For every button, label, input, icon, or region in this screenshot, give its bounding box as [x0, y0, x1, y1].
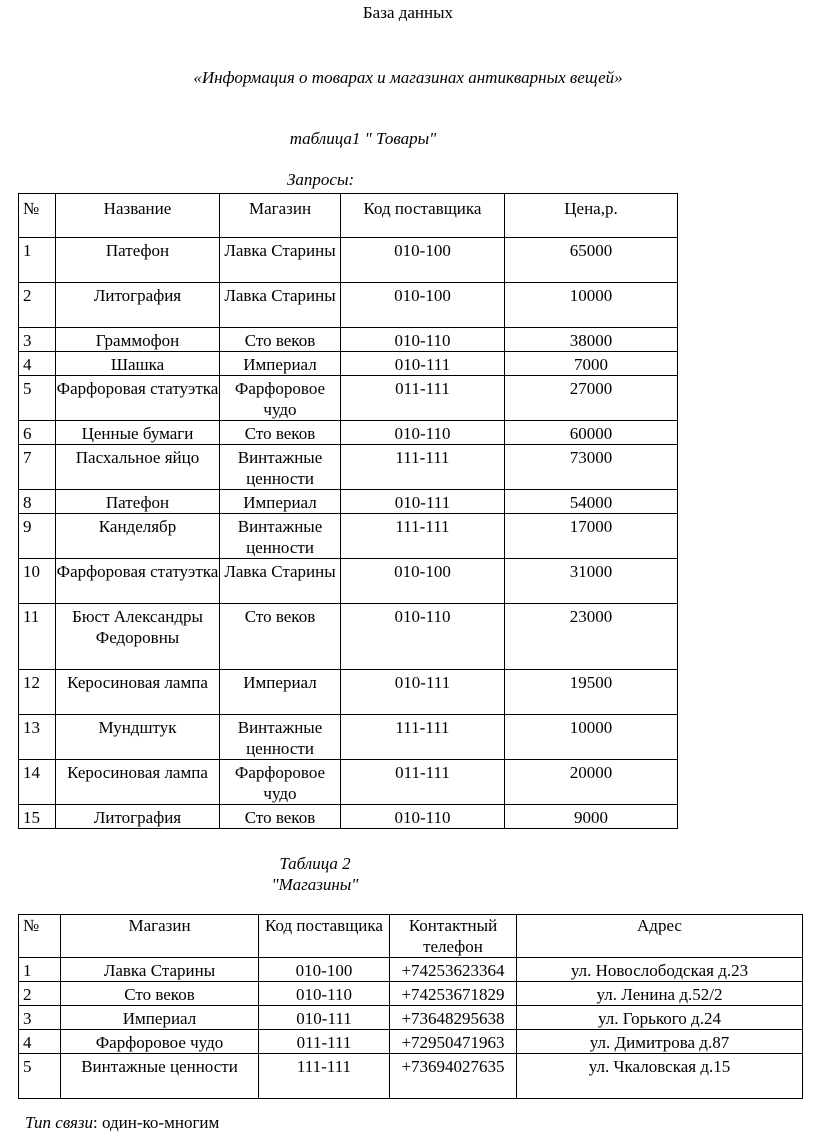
table2-caption	[0, 853, 630, 895]
table-cell: 111-111	[341, 715, 505, 760]
table-row	[19, 670, 678, 715]
table-cell: Сто веков	[220, 805, 341, 829]
table-row	[19, 805, 678, 829]
relation-type-label: Тип связи	[25, 1113, 94, 1132]
goods-header-cell: №	[19, 194, 56, 238]
table-row	[19, 1054, 803, 1099]
table-row	[19, 559, 678, 604]
table-cell: 31000	[505, 559, 678, 604]
table-cell: Винтажные ценности	[220, 445, 341, 490]
table-cell: ул. Новослободская д.23	[517, 958, 803, 982]
table-cell: 011-111	[341, 760, 505, 805]
table-row	[19, 328, 678, 352]
table-cell: 010-100	[259, 958, 390, 982]
table-cell: 65000	[505, 238, 678, 283]
table-cell: Керосиновая лампа	[56, 760, 220, 805]
table-row	[19, 514, 678, 559]
table-row	[19, 283, 678, 328]
table-cell: Фарфоровое чудо	[61, 1030, 259, 1054]
table-row	[19, 238, 678, 283]
table-cell: 15	[19, 805, 56, 829]
relation-type	[25, 1113, 219, 1133]
table-cell: Сто веков	[220, 604, 341, 670]
table-cell: +73694027635	[390, 1054, 517, 1099]
table-cell: 10000	[505, 715, 678, 760]
table-cell: Канделябр	[56, 514, 220, 559]
table-cell: 6	[19, 421, 56, 445]
table-cell: 010-110	[341, 328, 505, 352]
table-cell: Фарфоровое чудо	[220, 376, 341, 421]
table-cell: 010-100	[341, 283, 505, 328]
shops-header-cell: Контактный телефон	[390, 915, 517, 958]
table-cell: Империал	[220, 490, 341, 514]
table-cell: ул. Чкаловская д.15	[517, 1054, 803, 1099]
table-cell: 10000	[505, 283, 678, 328]
table-cell: 010-111	[259, 1006, 390, 1030]
table-cell: Винтажные ценности	[61, 1054, 259, 1099]
table-cell: 3	[19, 328, 56, 352]
goods-header-cell: Цена,р.	[505, 194, 678, 238]
table-cell: 19500	[505, 670, 678, 715]
shops-header-cell: Код поставщика	[259, 915, 390, 958]
shops-table	[18, 914, 803, 1099]
table-cell: +74253671829	[390, 982, 517, 1006]
goods-header-cell: Магазин	[220, 194, 341, 238]
table-cell: 1	[19, 238, 56, 283]
goods-header-row	[19, 194, 678, 238]
table-cell: 11	[19, 604, 56, 670]
shops-header-cell: Адрес	[517, 915, 803, 958]
table-cell: 2	[19, 982, 61, 1006]
document-title: База данных	[362, 3, 454, 22]
table-cell: ул. Димитрова д.87	[517, 1030, 803, 1054]
table-row	[19, 445, 678, 490]
table-cell: Империал	[61, 1006, 259, 1030]
table-cell: Шашка	[56, 352, 220, 376]
table-cell: 010-110	[259, 982, 390, 1006]
queries-label: Запросы:	[287, 170, 355, 189]
table-cell: 111-111	[341, 445, 505, 490]
table-cell: Сто веков	[220, 328, 341, 352]
table-cell: Сто веков	[61, 982, 259, 1006]
goods-header-cell: Код поставщика	[341, 194, 505, 238]
table-cell: 010-110	[341, 805, 505, 829]
table-cell: 9	[19, 514, 56, 559]
table-cell: Фарфоровая статуэтка	[56, 376, 220, 421]
table-cell: Лавка Старины	[220, 559, 341, 604]
table-cell: 010-110	[341, 421, 505, 445]
table-cell: Пасхальное яйцо	[56, 445, 220, 490]
table-cell: 2	[19, 283, 56, 328]
table-cell: 23000	[505, 604, 678, 670]
table-cell: 5	[19, 376, 56, 421]
table1-caption: таблица1 " Товары"	[289, 129, 437, 148]
table-cell: 3	[19, 1006, 61, 1030]
table-cell: 4	[19, 352, 56, 376]
table2-caption-line2: "Магазины"	[271, 875, 359, 894]
table2-caption-line1: Таблица 2	[279, 854, 351, 873]
table-cell: 17000	[505, 514, 678, 559]
table-cell: 010-111	[341, 670, 505, 715]
table-cell: Сто веков	[220, 421, 341, 445]
table-cell: 13	[19, 715, 56, 760]
table-cell: Патефон	[56, 490, 220, 514]
table-cell: Лавка Старины	[220, 283, 341, 328]
table-cell: 111-111	[341, 514, 505, 559]
table-cell: +74253623364	[390, 958, 517, 982]
table-cell: 12	[19, 670, 56, 715]
table-cell: Бюст Александры Федоровны	[56, 604, 220, 670]
table-cell: Патефон	[56, 238, 220, 283]
shops-header-cell: Магазин	[61, 915, 259, 958]
table-row	[19, 604, 678, 670]
table-cell: 1	[19, 958, 61, 982]
table-cell: 9000	[505, 805, 678, 829]
table-cell: Граммофон	[56, 328, 220, 352]
shops-header-row	[19, 915, 803, 958]
table-cell: 14	[19, 760, 56, 805]
table-cell: Империал	[220, 352, 341, 376]
table-cell: 10	[19, 559, 56, 604]
table-row	[19, 760, 678, 805]
document-subtitle: «Информация о товарах и магазинах антикварных вещей»	[193, 68, 623, 87]
table-cell: 5	[19, 1054, 61, 1099]
table-row	[19, 982, 803, 1006]
relation-type-value: : один-ко-многим	[93, 1113, 220, 1132]
table-cell: Мундштук	[56, 715, 220, 760]
goods-header-cell: Название	[56, 194, 220, 238]
table-cell: 011-111	[259, 1030, 390, 1054]
table-cell: Керосиновая лампа	[56, 670, 220, 715]
table-cell: 8	[19, 490, 56, 514]
table-cell: 7000	[505, 352, 678, 376]
table-row	[19, 1030, 803, 1054]
table-cell: 111-111	[259, 1054, 390, 1099]
table-cell: 010-110	[341, 604, 505, 670]
table-cell: Империал	[220, 670, 341, 715]
table-cell: 20000	[505, 760, 678, 805]
table-cell: +73648295638	[390, 1006, 517, 1030]
table-cell: 60000	[505, 421, 678, 445]
table-cell: Литография	[56, 805, 220, 829]
table-cell: Литография	[56, 283, 220, 328]
table-cell: 7	[19, 445, 56, 490]
shops-header-cell: №	[19, 915, 61, 958]
table-cell: 27000	[505, 376, 678, 421]
table-cell: 54000	[505, 490, 678, 514]
table-cell: Лавка Старины	[220, 238, 341, 283]
table-cell: 4	[19, 1030, 61, 1054]
table-cell: Ценные бумаги	[56, 421, 220, 445]
table-cell: ул. Ленина д.52/2	[517, 982, 803, 1006]
table-cell: Винтажные ценности	[220, 715, 341, 760]
table-cell: Фарфоровое чудо	[220, 760, 341, 805]
table-row	[19, 715, 678, 760]
table-row	[19, 490, 678, 514]
table-cell: 010-100	[341, 559, 505, 604]
table-cell: Фарфоровая статуэтка	[56, 559, 220, 604]
table-cell: 010-100	[341, 238, 505, 283]
table-cell: 010-111	[341, 352, 505, 376]
table-cell: +72950471963	[390, 1030, 517, 1054]
table-cell: 010-111	[341, 490, 505, 514]
table-row	[19, 1006, 803, 1030]
table-cell: Лавка Старины	[61, 958, 259, 982]
table-row	[19, 421, 678, 445]
table-cell: Винтажные ценности	[220, 514, 341, 559]
table-cell: 38000	[505, 328, 678, 352]
table-row	[19, 958, 803, 982]
table-cell: ул. Горького д.24	[517, 1006, 803, 1030]
table-cell: 011-111	[341, 376, 505, 421]
goods-table	[18, 193, 678, 829]
table-row	[19, 376, 678, 421]
table-row	[19, 352, 678, 376]
table-cell: 73000	[505, 445, 678, 490]
